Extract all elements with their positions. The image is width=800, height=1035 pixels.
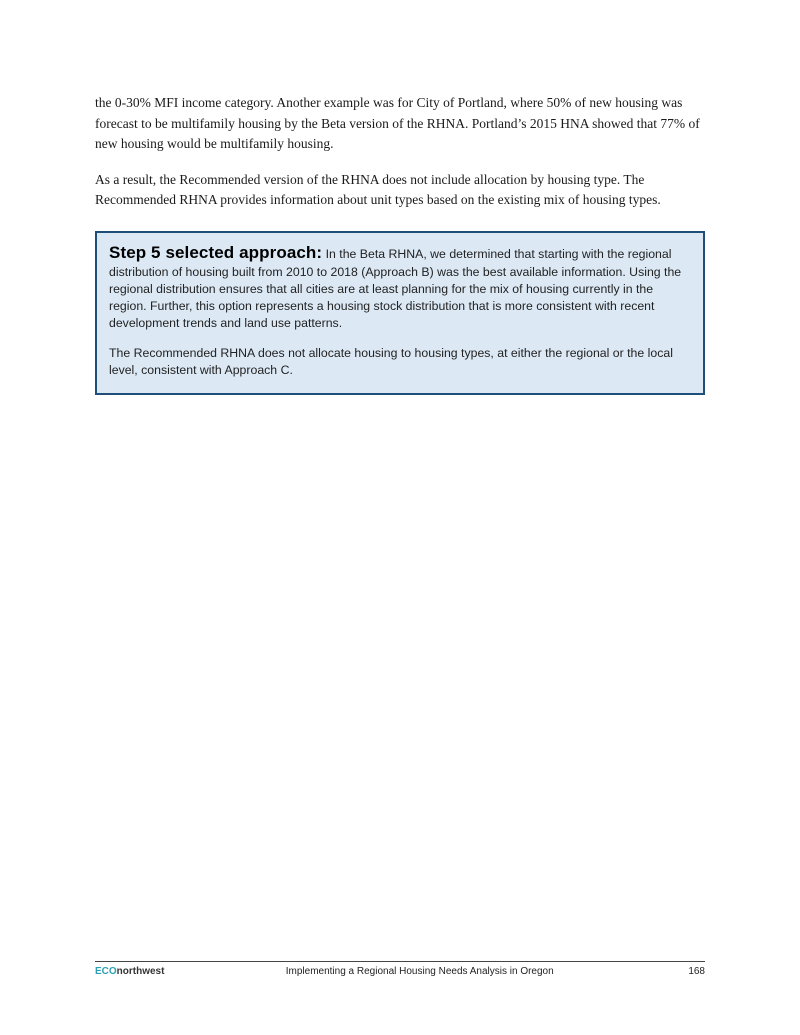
callout-paragraph-1-text: In the Beta RHNA, we determined that starting with the regional distribution of housing built from 2010 to 2018 (Approach B) was the best available information. Using the regional distribution ensures that all cities are at least planning for the mix of housing currently in the region. Further, this option represents a housing stock distribution that is more consistent with recent development trends and land use patterns. — [109, 246, 682, 330]
callout-box — [95, 231, 705, 395]
page-number: 168 — [688, 966, 705, 977]
body-paragraph-1: the 0-30% MFI income category. Another example was for City of Portland, where 50% of new housing was forecast to be multifamily housing by the Beta version of the RHNA. Portland’s 2015 HNA showed that 77% of new housing would be multifamily housing. — [95, 95, 700, 152]
callout-title: Step 5 selected approach: — [109, 242, 323, 262]
brand-logo-eco: ECO — [95, 966, 117, 977]
body-paragraph-2: As a result, the Recommended version of the RHNA does not include allocation by housing type. The Recommended RHNA provides information about unit types based on the existing mix of housing types. — [95, 171, 661, 208]
footer-title: Implementing a Regional Housing Needs Analysis in Oregon — [285, 966, 554, 977]
brand-logo — [95, 966, 164, 977]
brand-logo-northwest: northwest — [116, 966, 165, 977]
page-footer — [95, 961, 705, 977]
callout-paragraph-1 — [109, 241, 691, 332]
callout-paragraph-2: The Recommended RHNA does not allocate housing to housing types, at either the regional or the local level, consistent with Approach C. — [109, 345, 673, 377]
